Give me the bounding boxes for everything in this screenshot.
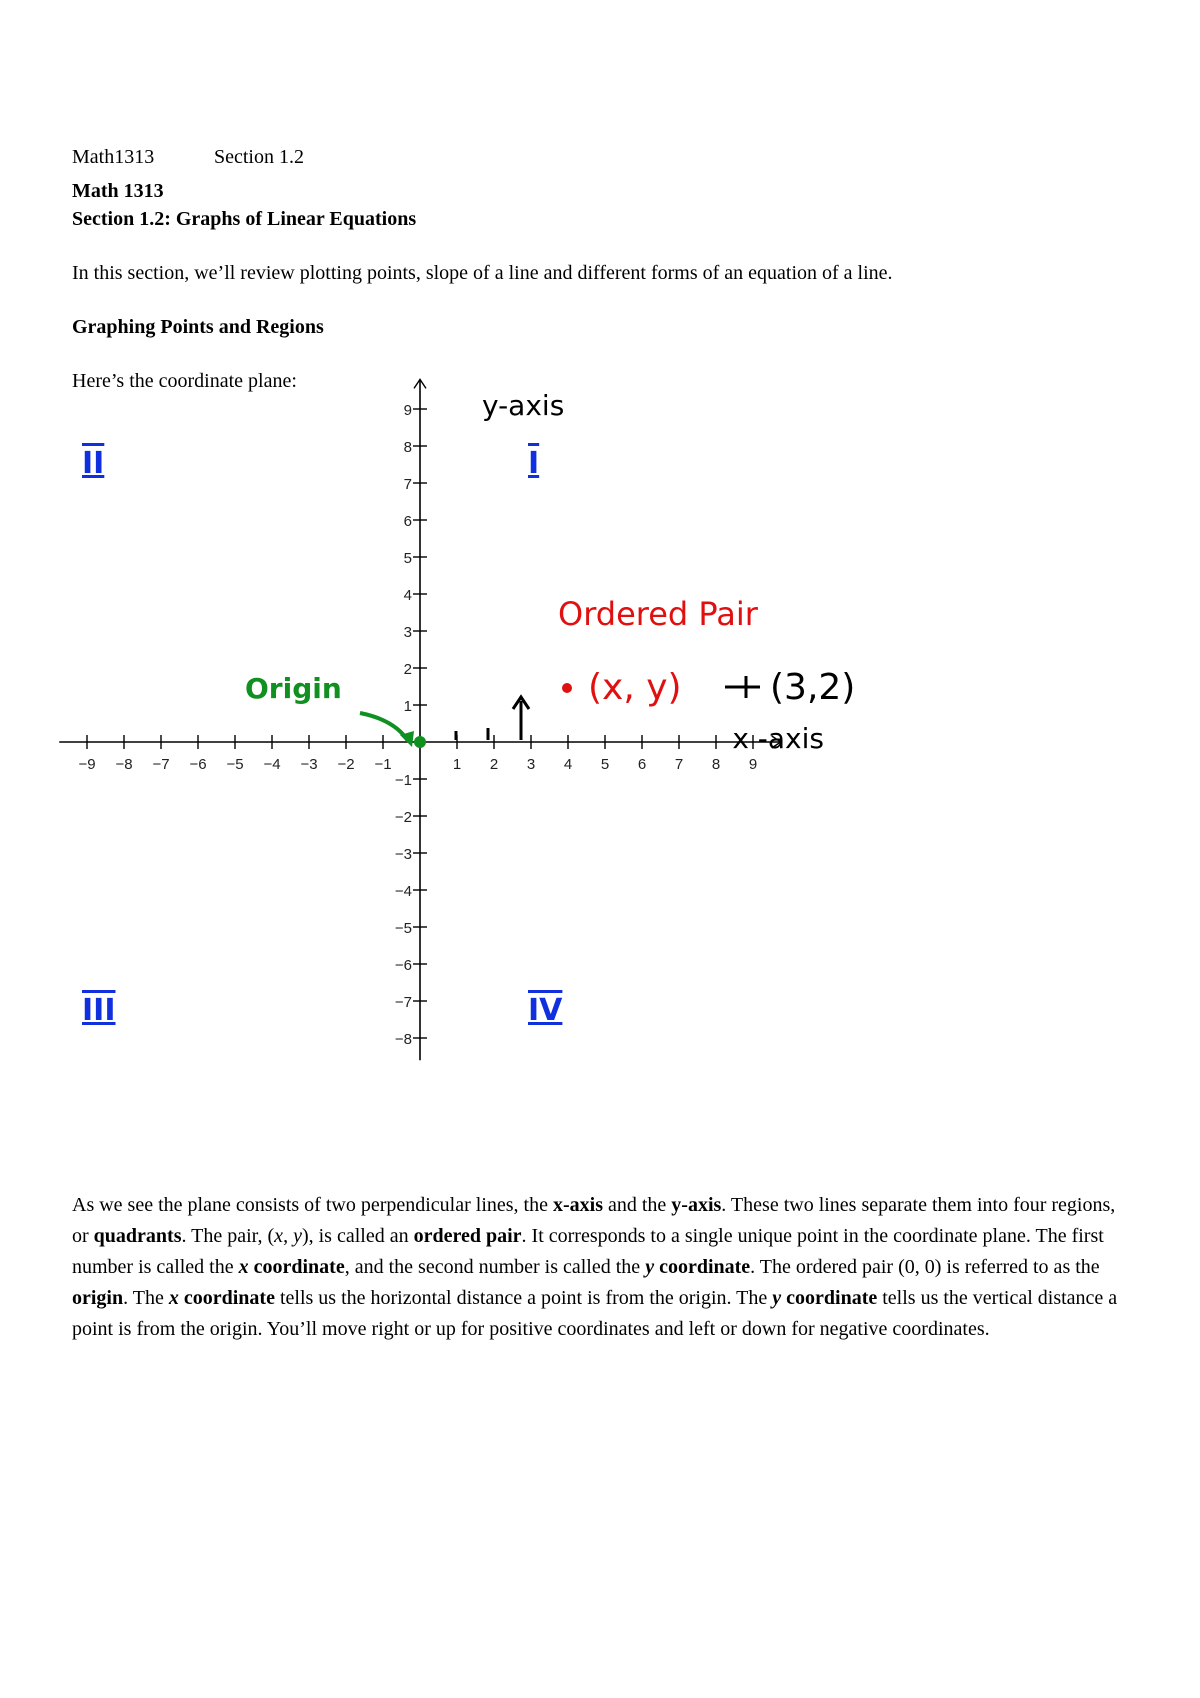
ordered-pair-general: (x, y): [588, 667, 682, 708]
term-y-axis: y-axis: [671, 1194, 722, 1216]
y-tick-label: 3: [403, 624, 412, 641]
text-run: . The ordered pair (0, 0) is referred to as the: [750, 1256, 1100, 1278]
y-tick-label: −6: [394, 957, 412, 974]
quadrant-label-iv: IV: [528, 993, 563, 1028]
x-tick-label: 1: [452, 756, 462, 773]
x-tick-label: −5: [226, 756, 244, 773]
y-tick-label: −5: [394, 920, 412, 937]
x-tick-label: 5: [600, 756, 610, 773]
x-tick-label: −8: [115, 756, 133, 773]
header-section: Section 1.2: [214, 146, 304, 168]
text-run: , and the second number is called the: [344, 1256, 646, 1278]
ordered-pair-dot: [562, 683, 572, 693]
x-tick-label: −1: [374, 756, 392, 773]
term-quadrants: quadrants: [93, 1225, 182, 1247]
text-run: and the: [602, 1194, 672, 1216]
header-course: Math1313: [72, 146, 155, 168]
x-tick-label: 8: [711, 756, 721, 773]
text-run: . It corresponds to a single unique point in the coordinate plane. The first number is called the: [72, 1225, 1104, 1278]
y-tick-label: 1: [403, 698, 412, 715]
y-tick-label: 9: [403, 402, 412, 419]
text-run: . These two lines separate them into four regions, or: [72, 1194, 1116, 1247]
arrow-to-example: [725, 676, 760, 698]
text-run: tells us the vertical distance a point is from the origin. You’ll move right or up for positive coordinates and left or down for negative coordinates.: [72, 1287, 1118, 1340]
x-tick-label: −6: [189, 756, 207, 773]
var-x-bold: x: [168, 1287, 179, 1309]
coordinate-plane-svg: [70, 389, 856, 1095]
x-tick-label: 9: [748, 756, 758, 773]
axes: [59, 379, 781, 1060]
figure-lead-text: Here’s the coordinate plane:: [72, 370, 297, 392]
x-tick-label: −3: [300, 756, 318, 773]
origin-label: Origin: [245, 672, 342, 705]
origin-arrow: [360, 713, 408, 741]
running-header: [72, 146, 304, 169]
y-tick-label: −1: [394, 772, 412, 789]
y-tick-label: −4: [394, 883, 412, 900]
x-tick-label: 7: [674, 756, 684, 773]
text-run: ), is called an: [301, 1225, 414, 1247]
x-tick-label: 4: [563, 756, 573, 773]
section-title: Section 1.2: Graphs of Linear Equations: [72, 208, 417, 230]
x-tick-label: 3: [526, 756, 536, 773]
quadrant-label-iii: III: [82, 993, 116, 1028]
text-run: ,: [283, 1225, 294, 1247]
y-tick-label: −8: [394, 1031, 412, 1048]
y-tick-label: 2: [403, 661, 412, 678]
y-tick-label: −7: [394, 994, 412, 1011]
x-tick-label: 2: [489, 756, 499, 773]
term-x-axis: x-axis: [552, 1194, 603, 1216]
term-origin: origin: [72, 1287, 124, 1309]
y-axis-label: y-axis: [482, 389, 565, 422]
term-ordered-pair: ordered pair: [413, 1225, 522, 1247]
tick-labels: [78, 402, 757, 1048]
term-y-coordinate: coordinate: [781, 1287, 878, 1309]
explanation-paragraph: [72, 1190, 1132, 1345]
text-run: tells us the horizontal distance a point is from the origin. The: [274, 1287, 773, 1309]
y-tick-label: −2: [394, 809, 412, 826]
y-tick-label: 6: [403, 513, 412, 530]
x-tick-label: −4: [263, 756, 281, 773]
var-x-bold: x: [238, 1256, 249, 1278]
ordered-pair-label: Ordered Pair: [558, 595, 758, 633]
document-title: Math 1313: [72, 180, 164, 202]
quadrant-label-ii: II: [82, 446, 105, 481]
origin-point: [414, 736, 426, 748]
x-axis-label: x -axis: [732, 722, 824, 755]
x-tick-label: −2: [337, 756, 355, 773]
var-y-bold: y: [645, 1256, 655, 1278]
x-tick-label: −9: [78, 756, 96, 773]
text-run: . The: [123, 1287, 169, 1309]
y-tick-label: 8: [403, 439, 412, 456]
var-y-bold: y: [772, 1287, 782, 1309]
intro-paragraph: In this section, we’ll review plotting points, slope of a line and different forms of an equation of a line.: [72, 262, 893, 284]
y-tick-label: −3: [394, 846, 412, 863]
x-tick-label: 6: [637, 756, 647, 773]
y-tick-label: 5: [403, 550, 412, 567]
quadrant-label-i: I: [528, 446, 540, 481]
text-run: As we see the plane consists of two perpendicular lines, the: [72, 1194, 553, 1216]
ordered-pair-example: (3,2): [770, 667, 856, 708]
term-x-coordinate: coordinate: [178, 1287, 275, 1309]
text-run: . The pair, (: [181, 1225, 275, 1247]
term-x-coordinate: coordinate: [248, 1256, 345, 1278]
var-x: x: [274, 1225, 284, 1247]
counting-marks: [456, 697, 529, 740]
var-y: y: [293, 1225, 302, 1247]
coordinate-plane-figure: [70, 389, 856, 1095]
subsection-heading: Graphing Points and Regions: [72, 316, 324, 338]
y-tick-label: 4: [403, 587, 412, 604]
x-tick-label: −7: [152, 756, 170, 773]
y-tick-label: 7: [403, 476, 412, 493]
term-y-coordinate: coordinate: [654, 1256, 751, 1278]
